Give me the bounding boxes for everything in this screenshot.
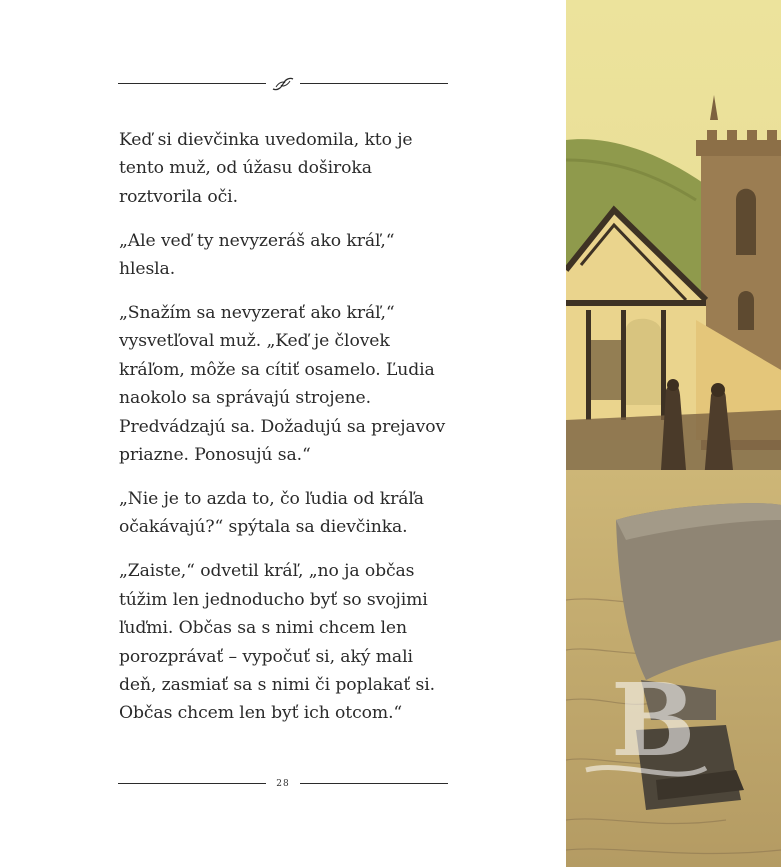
paragraph: „Ale veď ty nevyzeráš ako kráľ,“ hlesla. (119, 230, 395, 280)
illustration-artwork (566, 0, 781, 867)
page-number: 28 (276, 779, 290, 789)
top-ornament-divider (118, 74, 448, 94)
footer-line-left (118, 783, 266, 784)
paragraph: Keď si dievčinka uvedomila, kto je tento muž, od úžasu doširoka roztvorila oči. (119, 130, 413, 207)
page-footer (118, 776, 448, 792)
paragraph: „Zaiste,“ odvetil kráľ, „no ja občas túžim len jednoducho byť so svojimi ľuďmi. Občas sa s nimi chcem len porozprávať – vypočuť si, aký mali deň, zasmiať sa s nimi či poplakať si. Občas chcem len byť ich otcom.“ (119, 561, 436, 724)
watermark-letter: B (611, 661, 696, 779)
divider-line-left (118, 83, 266, 84)
paragraph: „Nie je to azda to, čo ľudia od kráľa očakávajú?“ spýtala sa dievčinka. (119, 488, 424, 538)
footer-line-right (300, 783, 448, 784)
flourish-icon (270, 74, 296, 94)
paragraph: „Snažím sa nevyzerať ako kráľ,“ vysvetľoval muž. „Keď je človek kráľom, môže sa cítiť osamelo. Ľudia naokolo sa správajú strojene. Predvádzajú sa. Dožadujú sa prejavov priazne. Ponosujú sa.“ (119, 303, 446, 466)
story-text (119, 126, 449, 743)
town-square-illustration (566, 0, 781, 867)
divider-line-right (300, 83, 448, 84)
